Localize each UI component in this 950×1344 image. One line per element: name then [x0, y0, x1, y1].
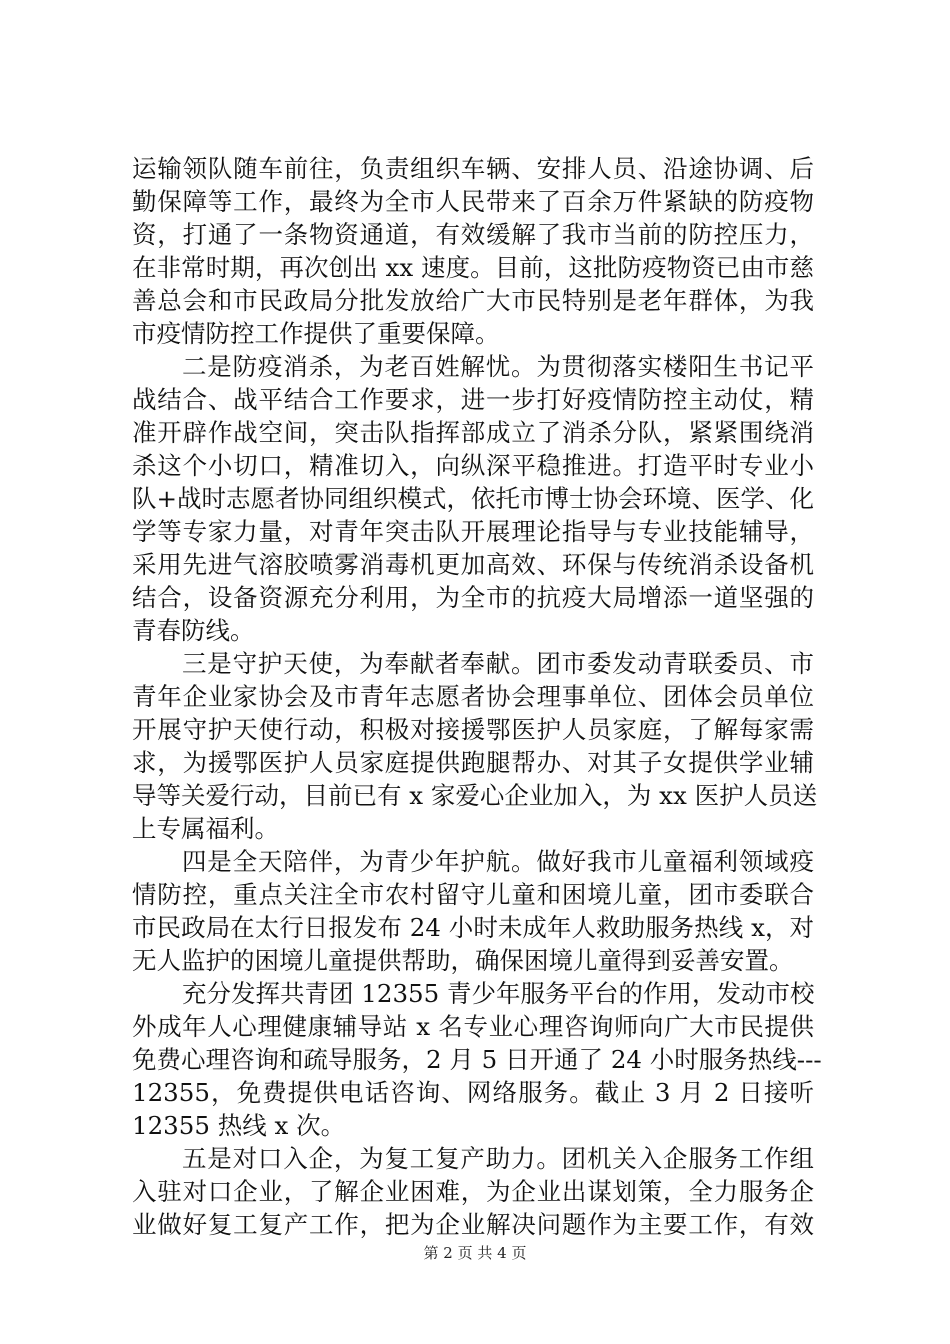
text-line: 外成年人心理健康辅导站 x 名专业心理咨询师向广大市民提供: [132, 1012, 814, 1041]
text-line: 资，打通了一条物资通道，有效缓解了我市当前的防控压力，: [132, 220, 814, 249]
paragraph-start: 四是全天陪伴，为青少年护航。做好我市儿童福利领域疫: [182, 847, 814, 876]
text-line: 免费心理咨询和疏导服务，2 月 5 日开通了 24 小时服务热线---: [132, 1045, 822, 1074]
text-line: 学等专家力量，对青年突击队开展理论指导与专业技能辅导，: [132, 517, 814, 546]
text-line: 业做好复工复产工作，把为企业解决问题作为主要工作，有效: [132, 1210, 814, 1239]
text-line: 12355，免费提供电话咨询、网络服务。截止 3 月 2 日接听: [132, 1078, 814, 1107]
text-line: 杀这个小切口，精准切入，向纵深平稳推进。打造平时专业小: [132, 451, 814, 480]
text-line: 开展守护天使行动，积极对接援鄂医护人员家庭，了解每家需: [132, 715, 814, 744]
paragraph-start: 二是防疫消杀，为老百姓解忧。为贯彻落实楼阳生书记平: [182, 352, 814, 381]
text-line: 求，为援鄂医护人员家庭提供跑腿帮办、对其子女提供学业辅: [132, 748, 814, 777]
text-line: 青年企业家协会及市青年志愿者协会理事单位、团体会员单位: [132, 682, 814, 711]
page-number: 第 2 页 共 4 页: [423, 1244, 527, 1262]
text-line: 采用先进气溶胶喷雾消毒机更加高效、环保与传统消杀设备机: [132, 550, 814, 579]
text-line: 市疫情防控工作提供了重要保障。: [132, 319, 500, 348]
text-line: 在非常时期，再次创出 xx 速度。目前，这批防疫物资已由市慈: [132, 253, 814, 282]
text-line: 12355 热线 x 次。: [132, 1111, 346, 1140]
text-line: 青春防线。: [132, 616, 255, 645]
text-line: 准开辟作战空间，突击队指挥部成立了消杀分队，紧紧围绕消: [132, 418, 814, 447]
text-line: 运输领队随车前往，负责组织车辆、安排人员、沿途协调、后: [132, 154, 814, 183]
text-line: 上专属福利。: [132, 814, 279, 843]
text-line: 导等关爱行动，目前已有 x 家爱心企业加入，为 xx 医护人员送: [132, 781, 818, 810]
text-line: 善总会和市民政局分批发放给广大市民特别是老年群体，为我: [132, 286, 814, 315]
page-footer: [0, 1242, 950, 1263]
text-line: 市民政局在太行日报发布 24 小时未成年人救助服务热线 x，对: [132, 913, 814, 942]
text-line: 入驻对口企业，了解企业困难，为企业出谋划策，全力服务企: [132, 1177, 814, 1206]
text-line: 情防控，重点关注全市农村留守儿童和困境儿童，团市委联合: [132, 880, 814, 909]
text-line: 无人监护的困境儿童提供帮助，确保困境儿童得到妥善安置。: [132, 946, 794, 975]
paragraph-start: 三是守护天使，为奉献者奉献。团市委发动青联委员、市: [182, 649, 814, 678]
paragraph-start: 充分发挥共青团 12355 青少年服务平台的作用，发动市校: [182, 979, 815, 1008]
text-line: 结合，设备资源充分利用，为全市的抗疫大局增添一道坚强的: [132, 583, 814, 612]
paragraph-start: 五是对口入企，为复工复产助力。团机关入企服务工作组: [182, 1144, 814, 1173]
text-line: 勤保障等工作，最终为全市人民带来了百余万件紧缺的防疫物: [132, 187, 814, 216]
text-line: 战结合、战平结合工作要求，进一步打好疫情防控主动仗，精: [132, 385, 814, 414]
text-line: 队+战时志愿者协同组织模式，依托市博士协会环境、医学、化: [132, 484, 815, 513]
